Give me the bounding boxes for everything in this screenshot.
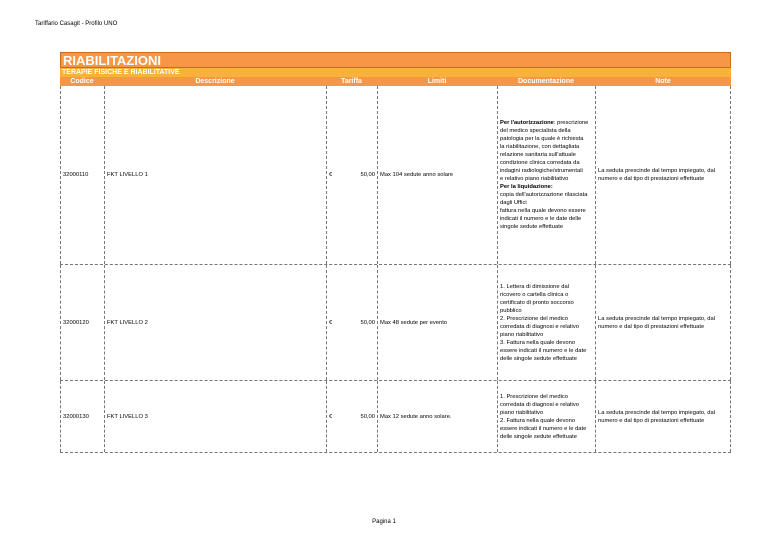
documentation-cell bbox=[497, 381, 595, 452]
documentation-line: certificato di pronto soccorso bbox=[500, 299, 574, 306]
documentation-line: condizione clinica corredata da bbox=[500, 160, 580, 166]
documentation-line: corredata di diagnosi e relativo bbox=[500, 401, 579, 408]
documentation-line: copia dell'autorizzazione rilasciata bbox=[500, 192, 588, 198]
limits-cell: Max 104 sedute anno solare bbox=[377, 86, 497, 264]
documentation-line: relazione sanitaria sull'attuale bbox=[500, 152, 576, 158]
table-row bbox=[60, 381, 731, 453]
column-headers bbox=[60, 77, 731, 86]
note-cell bbox=[595, 86, 731, 264]
description-cell: FKT LIVELLO 3 bbox=[104, 381, 326, 452]
documentation-line: pubblico bbox=[500, 307, 522, 314]
documentation-line: 3. Fattura nella quale devono bbox=[500, 339, 576, 346]
note-line: La seduta prescinde dal tempo impiegato, dal bbox=[598, 315, 715, 322]
section-subtitle: TERAPIE FISICHE E RIABILITATIVE bbox=[60, 68, 731, 77]
page-footer: Pagina 1 bbox=[372, 519, 396, 525]
tariff-cell bbox=[326, 381, 377, 452]
tariff-value: 50,00 bbox=[360, 319, 375, 326]
description-cell: FKT LIVELLO 1 bbox=[104, 86, 326, 264]
documentation-line: 2. Fattura nella quale devono bbox=[500, 417, 576, 424]
documentation-line: Per la liquidazione: bbox=[500, 184, 553, 190]
col-header-limiti: Limiti bbox=[427, 78, 447, 85]
documentation-line: Per l'autorizzazione: prescrizione bbox=[500, 120, 589, 126]
col-header-codice: Codice bbox=[70, 78, 94, 85]
documentation-line: piano riabilitativo bbox=[500, 331, 544, 338]
documentation-line: patologia per la quale è richiesta bbox=[500, 136, 584, 142]
col-header-note: Note bbox=[655, 78, 671, 85]
documentation-line: delle singole sedute effettuate bbox=[500, 355, 577, 362]
documentation-line: ricovero o cartella clinica o bbox=[500, 291, 569, 298]
documentation-line: indagini radiologiche/strumentali bbox=[500, 168, 583, 174]
documentation-line: piano riabilitativo bbox=[500, 409, 544, 416]
tariff-table bbox=[60, 52, 731, 453]
documentation-line: del medico specialista della bbox=[500, 128, 571, 134]
col-header-tariffa: Tariffa bbox=[341, 78, 362, 85]
documentation-line: corredata di diagnosi e relativo bbox=[500, 323, 579, 330]
documentation-line: 2. Prescrizione del medico bbox=[500, 315, 568, 322]
tariff-cell bbox=[326, 86, 377, 264]
table-row bbox=[60, 86, 731, 265]
tariff-value: 50,00 bbox=[360, 413, 375, 420]
note-line: numero e dal tipo di prestazioni effettuate bbox=[598, 417, 705, 424]
description-cell: FKT LIVELLO 2 bbox=[104, 265, 326, 380]
tariff-cell bbox=[326, 265, 377, 380]
note-cell bbox=[595, 381, 731, 452]
note-line: La seduta prescinde dal tempo impiegato, dal bbox=[598, 168, 715, 174]
code-cell: 32000120 bbox=[60, 265, 104, 380]
table-row bbox=[60, 265, 731, 381]
documentation-line: singole sedute effettuate bbox=[500, 224, 564, 230]
table-body bbox=[60, 86, 731, 453]
col-header-descrizione: Descrizione bbox=[195, 78, 235, 85]
code-cell: 32000110 bbox=[60, 86, 104, 264]
documentation-cell bbox=[497, 86, 595, 264]
documentation-cell bbox=[497, 265, 595, 380]
documentation-line: fattura nella quale devono essere bbox=[500, 208, 586, 214]
documentation-line: essere indicati il numero e le date bbox=[500, 425, 587, 432]
documentation-line: essere indicati il numero e le date bbox=[500, 347, 587, 354]
code-cell: 32000130 bbox=[60, 381, 104, 452]
page-header: Tariffario Casagit - Profilo UNO bbox=[35, 21, 118, 27]
currency-symbol: € bbox=[329, 172, 333, 178]
limits-cell: Max 12 sedute anno solare. bbox=[377, 381, 497, 452]
section-title: RIABILITAZIONI bbox=[60, 52, 731, 68]
documentation-line: dagli Uffici bbox=[500, 200, 527, 206]
documentation-line: delle singole sedute effettuate bbox=[500, 433, 577, 440]
documentation-line: 1. Prescrizione del medico bbox=[500, 393, 568, 400]
documentation-line: e relativo piano riabilitativo bbox=[500, 176, 569, 182]
currency-symbol: € bbox=[329, 319, 333, 326]
col-header-documentazione: Documentazione bbox=[517, 78, 574, 85]
limits-cell: Max 48 sedute per evento bbox=[377, 265, 497, 380]
note-cell bbox=[595, 265, 731, 380]
currency-symbol: € bbox=[329, 413, 333, 420]
note-line: La seduta prescinde dal tempo impiegato, dal bbox=[598, 409, 715, 416]
tariff-value: 50,00 bbox=[360, 172, 375, 178]
note-line: numero e dal tipo di prestazioni effettuate bbox=[598, 176, 705, 182]
documentation-line: 1. Lettera di dimissione dal bbox=[500, 283, 569, 290]
documentation-line: la riabilitazione, con dettagliata bbox=[500, 144, 580, 150]
documentation-line: indicati il numero e le date delle bbox=[500, 216, 582, 222]
note-line: numero e dal tipo di prestazioni effettuate bbox=[598, 323, 705, 330]
